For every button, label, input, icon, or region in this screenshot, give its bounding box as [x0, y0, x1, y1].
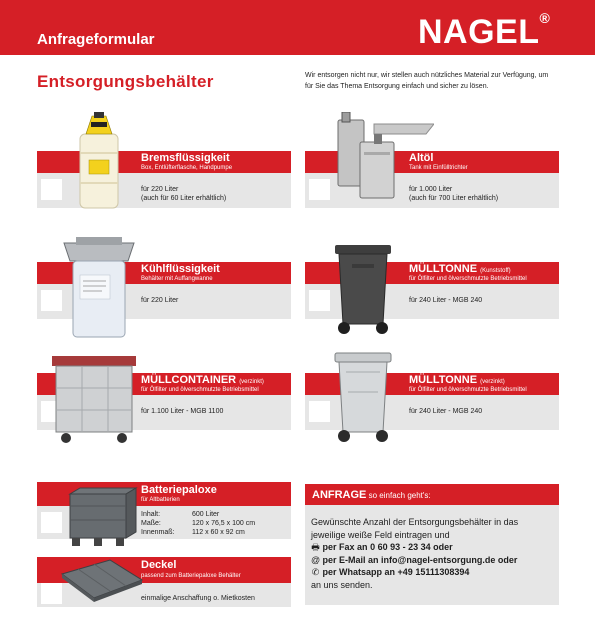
anfrage-title: ANFRAGE [312, 489, 367, 501]
anfrage-title-row [312, 489, 431, 501]
instruction-line: an uns senden. [311, 579, 373, 590]
plastic-bin-image [334, 244, 392, 336]
product-subtitle: für Ölfilter und ölverschmutzte Betriebsmittel [409, 387, 527, 393]
product-title [409, 263, 511, 275]
product-detail: für 220 Liter [141, 297, 179, 304]
email-label: per E-Mail an [322, 554, 379, 565]
metal-bin-image [334, 352, 392, 444]
spec-value: 112 x 60 x 92 cm [192, 529, 245, 536]
product-title-text: MÜLLCONTAINER [141, 374, 237, 386]
product-title: Altöl [409, 152, 434, 164]
nagel-logo [418, 9, 551, 52]
spec-value: 120 x 76,5 x 100 cm [192, 520, 256, 527]
product-subtitle: Behälter mit Auffangwanne [141, 276, 213, 282]
product-detail: (auch für 700 Liter erhältlich) [409, 195, 499, 202]
email-line [311, 554, 561, 567]
product-title: Batteriepaloxe [141, 484, 217, 496]
printer-icon: 🖶 [311, 542, 320, 552]
quantity-box[interactable] [41, 512, 62, 533]
anfrage-header [305, 484, 559, 505]
product-detail: für 220 Liter [141, 186, 179, 193]
product-title: Deckel [141, 559, 177, 571]
waste-oil-tank-image [330, 112, 434, 202]
intro-text: Wir entsorgen nicht nur, wir stellen auch nützliches Material zur Verfügung, um für Sie das Thema Entsorgung einfach und sicher zu lösen. [305, 72, 549, 90]
brake-fluid-drum-image [72, 112, 124, 210]
whatsapp-icon: ✆ [311, 567, 320, 577]
quantity-box[interactable] [309, 401, 330, 422]
instruction-line: jeweilige weiße Feld eintragen und [311, 529, 450, 540]
product-note: (verzinkt) [480, 379, 505, 385]
anfrage-instructions [311, 516, 561, 591]
fax-number[interactable]: 0 60 93 - 23 34 oder [370, 542, 453, 552]
whatsapp-line [311, 566, 561, 579]
product-subtitle: für Ölfilter und ölverschmutzte Betriebsmittel [409, 276, 527, 282]
coolant-container-image [62, 235, 136, 340]
product-subtitle: Box, Entlüfterflasche, Handpumpe [141, 165, 233, 171]
quantity-box[interactable] [41, 179, 62, 200]
lid-image [60, 558, 144, 604]
brand-name: NAGEL [418, 13, 540, 51]
spec-label: Innenmaß: [141, 529, 175, 536]
metal-container-image [52, 356, 136, 444]
fax-line [311, 541, 561, 554]
product-title: Kühlflüssigkeit [141, 263, 220, 275]
product-detail: für 240 Liter - MGB 240 [409, 297, 483, 304]
product-detail: einmalige Anschaffung o. Mietkosten [141, 595, 255, 602]
product-subtitle: passend zum Batteriepaloxe Behälter [141, 573, 241, 579]
product-detail: (auch für 60 Liter erhältlich) [141, 195, 227, 202]
whatsapp-number[interactable]: +49 15111308394 [397, 567, 470, 577]
product-subtitle: für Ölfilter und ölverschmutzte Betriebsmittel [141, 387, 259, 393]
registered-mark: ® [539, 9, 551, 26]
quantity-box[interactable] [41, 583, 62, 604]
product-detail: für 1.000 Liter [409, 186, 453, 193]
product-subtitle: für Altbatterien [141, 497, 180, 503]
form-title: Anfrageformular [37, 31, 155, 48]
spec-value: 600 Liter [192, 511, 220, 518]
product-title [409, 374, 505, 386]
instruction-line: Gewünschte Anzahl der Entsorgungsbehälter in das [311, 517, 519, 527]
product-note: (verzinkt) [239, 379, 264, 385]
product-subtitle: Tank mit Einfülltrichter [409, 165, 468, 171]
product-title-text: MÜLLTONNE [409, 263, 478, 275]
product-detail: für 240 Liter - MGB 240 [409, 408, 483, 415]
quantity-box[interactable] [309, 179, 330, 200]
section-title: Entsorgungsbehälter [37, 72, 214, 91]
at-icon: @ [311, 554, 321, 565]
fax-label: per Fax an [322, 542, 368, 552]
spec-label: Inhalt: [141, 511, 161, 518]
product-title-text: MÜLLTONNE [409, 374, 478, 386]
spec-label: Maße: [141, 520, 161, 527]
product-title [141, 374, 264, 386]
product-detail: für 1.100 Liter - MGB 1100 [141, 408, 224, 415]
quantity-box[interactable] [309, 290, 330, 311]
anfrage-subtitle: so einfach geht's: [368, 491, 431, 500]
quantity-box[interactable] [41, 290, 62, 311]
product-note: (Kunststoff) [480, 268, 511, 274]
product-title: Bremsflüssigkeit [141, 152, 230, 164]
email-address[interactable]: info@nagel-entsorgung.de oder [381, 554, 518, 565]
battery-pallet-box-image [66, 486, 138, 550]
whatsapp-label: per Whatsapp an [322, 567, 396, 577]
